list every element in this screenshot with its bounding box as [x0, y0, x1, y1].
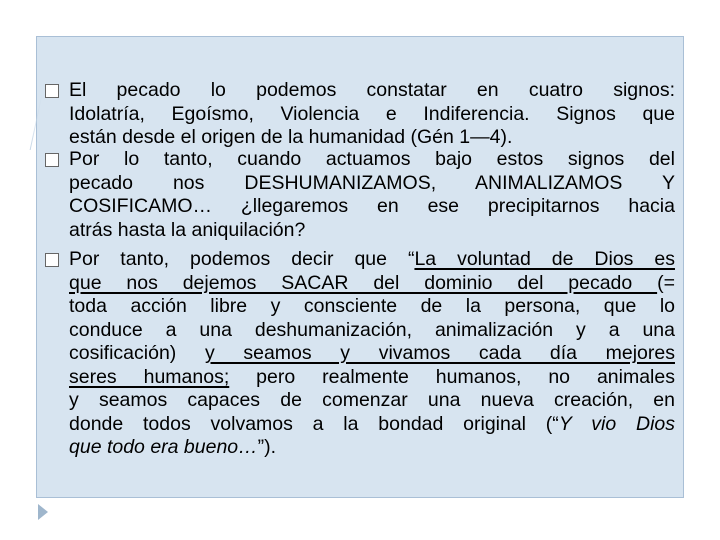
text-run: cosificación) — [69, 342, 205, 364]
bullet-line — [45, 366, 675, 390]
bullet-line: y seamos capaces de comenzar una nueva creación, en — [69, 389, 675, 411]
underlined-text: y seamos y vivamos cada día mejores — [204, 342, 675, 364]
underlined-text: seres humanos; — [69, 365, 230, 388]
text-run: donde todos volvamos a la bondad original (“ — [69, 412, 559, 435]
italic-text: que todo era bueno… — [69, 436, 258, 458]
bullet-line: conduce a una deshumanización, animalización y a una — [69, 318, 675, 341]
content-panel — [36, 36, 684, 498]
bullet-box-icon — [45, 84, 59, 98]
bullet-line — [45, 248, 675, 272]
bullet-line: COSIFICAMO… ¿llegaremos en ese precipitarnos hacia — [69, 195, 675, 217]
text-run: ”). — [257, 436, 277, 458]
text-run: (= — [657, 271, 675, 294]
bullet-item-signs — [45, 79, 675, 150]
bullet-line — [45, 272, 675, 296]
bullet-box-icon — [45, 253, 59, 267]
bullet-line — [45, 436, 675, 460]
bullet-line: atrás hasta la aniquilación? — [69, 218, 306, 241]
italic-text: Y vio Dios — [558, 412, 675, 435]
bullet-line: pecado nos DESHUMANIZAMOS, ANIMALIZAMOS Y — [69, 171, 675, 194]
bullet-box-icon — [45, 153, 59, 167]
bullet-line: están desde el origen de la humanidad (Gén 1—4). — [69, 126, 513, 148]
text-run: Por tanto, podemos decir que “ — [69, 248, 415, 270]
bullet-item-will-of-god — [45, 248, 675, 460]
bullet-line: Idolatría, Egoísmo, Violencia e Indiferencia. Signos que — [69, 102, 675, 125]
bullet-line: toda acción libre y consciente de la persona, que lo — [69, 295, 675, 317]
bullet-line: Por lo tanto, cuando actuamos bajo estos signos del — [69, 148, 675, 170]
bullet-item-dehumanize — [45, 148, 675, 242]
text-run: pero realmente humanos, no animales — [229, 365, 675, 388]
bullet-line — [45, 413, 675, 437]
bullet-line — [45, 342, 675, 366]
underlined-text: La voluntad de Dios es — [414, 248, 675, 270]
bullet-line: El pecado lo podemos constatar en cuatro signos: — [69, 79, 675, 101]
triangle-arrow-icon — [38, 504, 48, 520]
underlined-text: que nos dejemos SACAR del dominio del pecado — [69, 271, 658, 294]
